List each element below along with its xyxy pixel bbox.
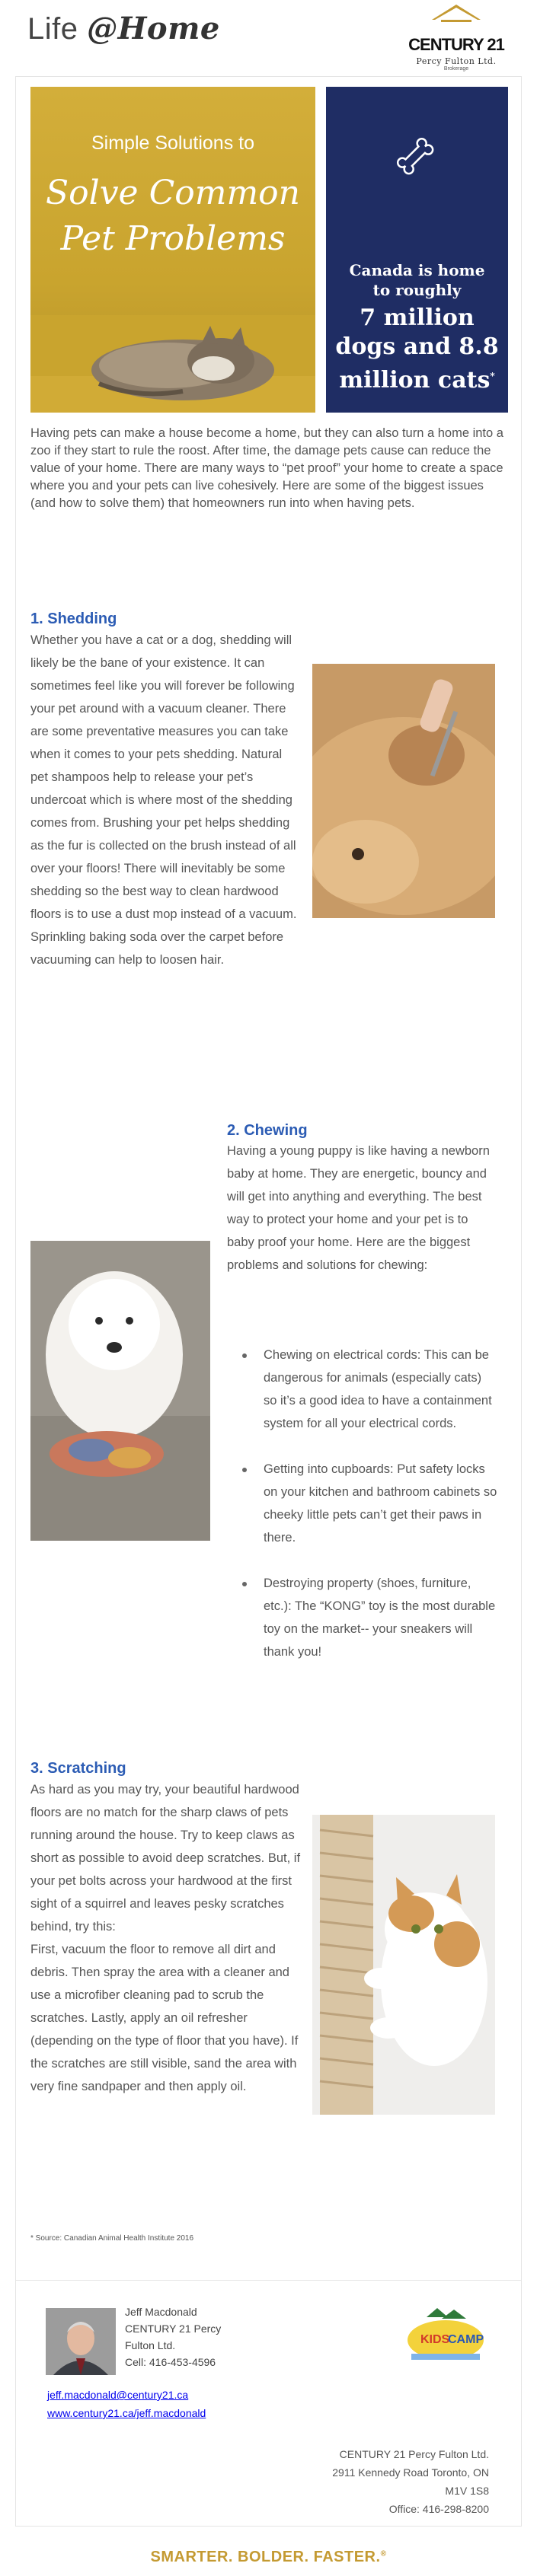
agent-company-line2: Fulton Ltd. [125, 2339, 176, 2351]
brand-tagline [0, 2549, 537, 2566]
office-line3: M1V 1S8 [445, 2485, 489, 2497]
hero-stat-panel [326, 87, 508, 413]
puppy-chewing-image [30, 1241, 210, 1541]
office-name: Percy Fulton Ltd. [416, 56, 497, 66]
stat-intro: Canada is home to roughly [349, 261, 485, 299]
office-line2: 2911 Kennedy Road Toronto, ON [332, 2466, 489, 2479]
hero-headline-line1: Solve Common [45, 174, 301, 212]
scratching-body-steps: First, vacuum the floor to remove all dirt and debris. Then spray the area with a cleaner and use a microfiber cleaning pad to scrub the scratches. Lastly, apply an oil refresher (depending on the type of floor that you have). If the scratches are still visible, sand the area with very fine sandpaper and then apply oil. [30, 1943, 299, 2093]
agent-cell: Cell: 416-453-4596 [125, 2356, 216, 2368]
kids-logo-text-1: KIDS [420, 2333, 450, 2346]
cat-scratching-post-image [312, 1815, 495, 2115]
logo-emphasis: @Home [87, 11, 220, 46]
list-item: Chewing on electrical cords: This can be dangerous for animals (especially cats) so it’s a good idea to have a containment system for all your electrical cords. [227, 1344, 498, 1435]
dog-bone-icon [393, 134, 442, 183]
header [0, 0, 537, 76]
hero-headline-line2: Pet Problems [60, 219, 286, 258]
source-footnote: * Source: Canadian Animal Health Institute 2016 [30, 2234, 194, 2243]
scratching-body: As hard as you may try, your beautiful hardwood floors are no match for the sharp claws of pets running around the house. Try to keep claws as short as possible to avoid deep scratches. But, if your pet bolts across your hardwood at the first sight of a squirrel and leaves pesky scratches behind, try this: [30, 1783, 301, 1934]
agent-company-line1: CENTURY 21 Percy [125, 2323, 222, 2335]
tagline-registered-mark: ® [380, 2549, 387, 2558]
century21-house-icon [395, 3, 517, 33]
list-item: Getting into cupboards: Put safety locks on your kitchen and bathroom cabinets so cheeky little pets can’t get their paws in there. [227, 1458, 498, 1549]
shedding-body: Whether you have a cat or a dog, shedding will likely be the bane of your existence. It can sometimes feel like you will forever be following your pet around with a vacuum cleaner. There are some preventative measures you can take when it comes to your pets shedding. Natural pet shampoos help to release your pet’s undercoat which is where most of the shedding comes from. Brushing your pet helps shedding as the fur is collected on the brush instead of all over your floors! There will inevitably be some shedding so the best way to clean hardwood floors is to use a dust mop instead of a vacuum. Sprinkling baking soda over the carpet before vacuuming can help to loosen hair. [30, 633, 297, 967]
office-line1: CENTURY 21 Percy Fulton Ltd. [339, 2448, 489, 2460]
stat-value [326, 304, 508, 395]
kids-logo-text-2: CAMP [448, 2333, 484, 2346]
stat-footnote-mark: * [490, 371, 495, 381]
hero-banner [30, 87, 315, 413]
century21-logo [395, 3, 517, 72]
chewing-bullet-list [227, 1344, 498, 1686]
hero-headline [30, 171, 315, 262]
agent-info [125, 2303, 221, 2370]
life-at-home-logo [27, 11, 220, 46]
hero-kicker: Simple Solutions to [91, 132, 254, 154]
divider [15, 2280, 522, 2281]
brokerage-label: Brokerage [443, 66, 469, 72]
agent-website-link[interactable]: www.century21.ca/jeff.macdonald [47, 2407, 206, 2419]
agent-headshot [46, 2308, 116, 2375]
agent-name: Jeff Macdonald [125, 2306, 197, 2318]
stat-value-text: 7 million dogs and 8.8 million cats [335, 304, 499, 394]
sleeping-cat-image [30, 315, 315, 413]
tagline-text: SMARTER. BOLDER. FASTER. [150, 2549, 381, 2565]
list-item: Destroying property (shoes, furniture, etc.): The “KONG” toy is the most durable toy on the market-- your sneakers will thank you! [227, 1572, 498, 1663]
divider [15, 2526, 522, 2527]
office-address [332, 2445, 489, 2518]
logo-text: Life [27, 12, 78, 46]
section-title-chewing: 2. Chewing [227, 1122, 308, 1139]
section-title-scratching: 3. Scratching [30, 1760, 126, 1777]
kids-camp-logo [404, 2307, 487, 2367]
office-phone: Office: 416-298-8200 [388, 2503, 489, 2515]
agent-email-link[interactable]: jeff.macdonald@century21.ca [47, 2389, 189, 2401]
intro-paragraph: Having pets can make a house become a home, but they can also turn a home into a zoo if they start to rule the roost. After time, the damage pets cause can reduce the value of your home. There are many ways to “pet proof” your home to create a space where you and your pets can live cohesively. Here are some of the biggest issues (and how to solve them) that homeowners run into when having pets. [30, 426, 503, 510]
century21-brand: CENTURY 21 [408, 35, 504, 54]
chewing-body: Having a young puppy is like having a newborn baby at home. They are energetic, bouncy and will get into anything and everything. The best way to protect your home and your pet is to baby proof your home. Here are the biggest problems and solutions for chewing: [227, 1144, 490, 1272]
dog-brushing-image [312, 664, 495, 918]
section-title-shedding: 1. Shedding [30, 611, 117, 627]
